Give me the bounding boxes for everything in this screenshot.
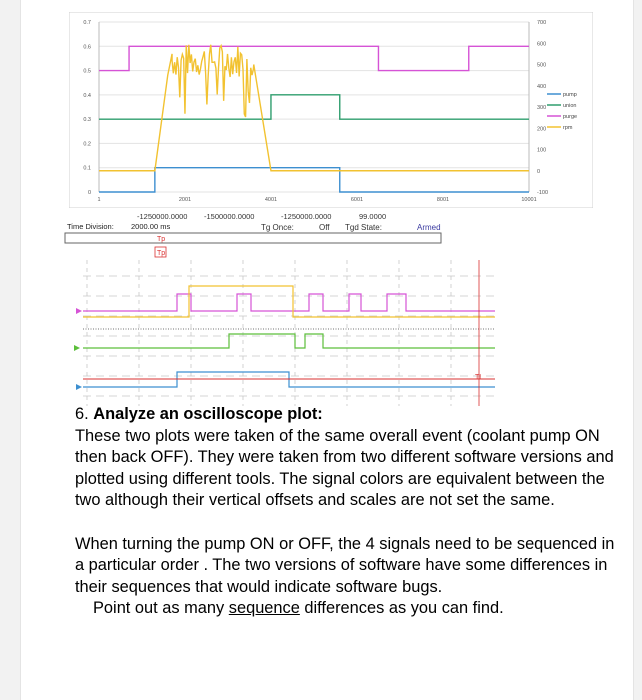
y2-tick-label: 200 — [537, 126, 547, 133]
y2-tick-label: 300 — [537, 105, 547, 111]
trig-once-label: Tg Once: — [261, 223, 294, 232]
time-division-label: Time Division: — [67, 222, 114, 231]
question-title: Analyze an oscilloscope plot: — [93, 405, 323, 423]
y-tick-label: 0 — [87, 190, 91, 196]
y-tick-label: 0.4 — [83, 92, 91, 99]
para3-text-2: differences as you can find. — [299, 599, 504, 617]
question-block — [75, 404, 620, 620]
scope-timeline-bar — [65, 233, 441, 243]
chart-border — [69, 12, 593, 208]
tl-marker: TL — [475, 374, 484, 381]
question-paragraph-2: When turning the pump ON or OFF, the 4 signals need to be sequenced in a particular order . The two versions of software have some differences in their sequences that would indicate software bugs. — [75, 534, 615, 596]
y2-tick-label: -100 — [537, 190, 549, 196]
tp-marker-top: Tp — [157, 236, 166, 243]
legend-label-rpm: rpm — [563, 125, 573, 131]
y2-tick-label: 100 — [537, 147, 547, 154]
x-tick-label: 6001 — [350, 197, 364, 203]
y-tick-label: 0.7 — [83, 20, 91, 26]
legend-label-purge: purge — [563, 114, 578, 120]
y2-tick-label: 700 — [537, 20, 547, 26]
para3-text-1: Point out as many — [93, 599, 229, 617]
y-tick-label: 0.6 — [83, 44, 91, 51]
x-tick-label: 2001 — [178, 197, 192, 203]
question-paragraph-3 — [75, 598, 620, 620]
scope-time-left-2: -1500000.0000 — [204, 212, 255, 221]
y2-tick-label: 400 — [537, 83, 547, 90]
y-tick-label: 0.3 — [83, 117, 91, 124]
y-tick-label: 0.1 — [83, 165, 91, 172]
question-number: 6. — [75, 405, 89, 423]
x-tick-label: 4001 — [264, 197, 278, 203]
trig-state-label: Tgd State: — [345, 223, 382, 232]
y-tick-label: 0.5 — [83, 68, 91, 75]
x-tick-label: 10001 — [521, 197, 537, 203]
para3-underlined: sequence — [228, 599, 300, 617]
trig-state-value: Armed — [417, 223, 441, 232]
time-division-value: 2000.00 ms — [131, 222, 171, 231]
y2-tick-label: 0 — [537, 168, 541, 175]
scope-time-left: -1250000.0000 — [137, 212, 188, 221]
legend-label-pump: pump — [563, 92, 577, 98]
question-heading — [75, 404, 620, 426]
x-tick-label: 8001 — [436, 197, 450, 203]
scope-time-right: 99.0000 — [359, 212, 387, 221]
question-paragraph-1: These two plots were taken of the same overall event (coolant pump ON then back OFF). They were taken from two different software versions and plotted using different tools. The signal colors are equivalent between the two although their vertical offsets and scales are not set the same. — [75, 426, 614, 509]
y2-tick-label: 600 — [537, 41, 547, 48]
legend-label-union: union — [563, 103, 577, 109]
tp-marker: Tp — [157, 250, 166, 257]
scope-time-mid: -1250000.0000 — [281, 212, 332, 221]
x-tick-label: 1 — [97, 197, 101, 203]
trig-once-value: Off — [319, 223, 330, 232]
document-page — [20, 0, 634, 700]
scope-screen — [61, 258, 495, 408]
y2-tick-label: 500 — [537, 62, 547, 69]
oscilloscope-plot — [61, 208, 501, 408]
line-chart — [69, 12, 593, 208]
y-tick-label: 0.2 — [83, 141, 91, 148]
